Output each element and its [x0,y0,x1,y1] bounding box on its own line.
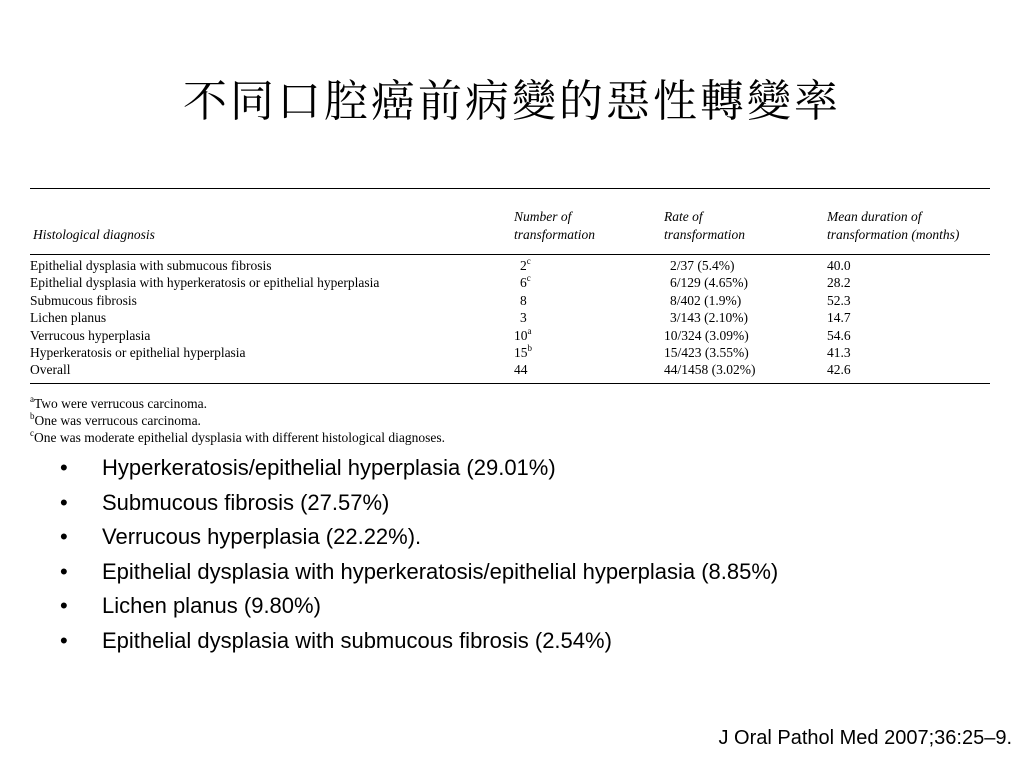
cell-number-value: 10 [514,327,528,343]
table-top-rule [30,188,990,189]
table-row [30,344,990,361]
table-row [30,361,990,378]
cell-rate: 44/1458 (3.02%) [664,362,756,378]
table-row [30,257,990,274]
bullet-text: Verrucous hyperplasia (22.22%). [102,524,422,549]
header-rate-line1: Rate of [664,209,703,224]
footnote-mark: c [30,428,34,438]
cell-number-value: 2 [520,258,527,273]
cell-rate: 6/129 (4.65%) [670,275,748,291]
footnote-mark: a [30,394,34,404]
cell-rate: 3/143 (2.10%) [670,310,748,326]
findings-list [60,456,960,663]
footnote-text: One was moderate epithelial dysplasia with different histological diagnoses. [34,430,446,445]
cell-duration: 41.3 [827,345,851,360]
cell-duration: 52.3 [827,292,851,308]
cell-diagnosis: Hyperkeratosis or epithelial hyperplasia [30,345,246,360]
cell-rate: 2/37 (5.4%) [670,258,735,273]
header-number-line2: transformation [514,227,596,242]
bullet-dot-icon: • [60,489,68,515]
header-rate [664,208,745,244]
cell-number [520,257,531,274]
footnote-mark: c [526,273,531,284]
cell-diagnosis: Lichen planus [30,310,107,326]
bullet-item [60,560,960,584]
cell-diagnosis: Epithelial dysplasia with submucous fibrosis [30,258,272,273]
table-row [30,309,990,326]
bullet-item [60,525,960,549]
table-row [30,274,990,291]
footnote-text: One was verrucous carcinoma. [34,413,201,428]
bullet-item [60,629,960,653]
footnote-text: Two were verrucous carcinoma. [34,396,207,411]
cell-number [520,292,527,309]
cell-number [520,274,531,291]
bullet-dot-icon: • [60,455,68,480]
footnote-mark: b [527,343,532,353]
bullet-text: Epithelial dysplasia with submucous fibrosis (2.54%) [102,627,612,653]
bullet-text: Submucous fibrosis (27.57%) [102,489,390,515]
bullet-dot-icon: • [60,593,68,618]
cell-diagnosis: Submucous fibrosis [30,292,137,308]
cell-diagnosis: Verrucous hyperplasia [30,327,151,343]
cell-diagnosis: Epithelial dysplasia with hyperkeratosis or epithelial hyperplasia [30,275,380,291]
citation: J Oral Pathol Med 2007;36:25–9. [718,727,1012,749]
cell-rate: 8/402 (1.9%) [670,292,742,308]
bullet-text: Hyperkeratosis/epithelial hyperplasia (29.01%) [102,455,556,480]
cell-number [520,309,527,326]
bullet-item [60,456,960,480]
cell-rate: 10/324 (3.09%) [664,327,749,343]
bullet-dot-icon: • [60,627,68,653]
cell-diagnosis: Overall [30,362,71,378]
cell-number-value: 6 [520,275,527,291]
slide-title: 不同口腔癌前病變的惡性轉變率 [183,76,841,127]
bullet-text: Epithelial dysplasia with hyperkeratosis/epithelial hyperplasia (8.85%) [102,558,779,584]
cell-number [514,344,532,361]
cell-number-value: 3 [520,310,527,326]
footnote-mark: b [30,411,35,421]
footnote-mark: c [526,256,531,266]
cell-duration: 28.2 [827,275,851,291]
header-number [514,208,595,244]
header-duration-line1: Mean duration of [827,209,922,224]
cell-number-value: 8 [520,292,527,308]
bullet-dot-icon: • [60,558,68,584]
cell-rate: 15/423 (3.55%) [664,345,749,360]
header-number-line1: Number of [514,209,572,224]
bullet-item [60,594,960,618]
cell-duration: 42.6 [827,362,851,378]
cell-number [514,327,532,344]
cell-duration: 40.0 [827,258,851,273]
footnote [30,430,445,446]
cell-number-value: 44 [514,362,528,378]
table-header-rule [30,254,990,255]
header-duration-line2: transformation (months) [827,227,960,242]
table-bottom-rule [30,383,990,384]
footnote [30,396,207,412]
footnote [30,413,201,429]
header-diagnosis: Histological diagnosis [33,227,155,242]
bullet-item [60,491,960,515]
bullet-text: Lichen planus (9.80%) [102,593,321,618]
cell-number-value: 15 [514,345,528,360]
header-duration [827,208,959,244]
footnote-mark: a [527,325,532,336]
cell-duration: 54.6 [827,327,851,343]
header-rate-line2: transformation [664,227,746,242]
table-row [30,292,990,309]
bullet-dot-icon: • [60,524,68,549]
cell-number [514,361,528,378]
table-row [30,327,990,344]
cell-duration: 14.7 [827,310,851,326]
